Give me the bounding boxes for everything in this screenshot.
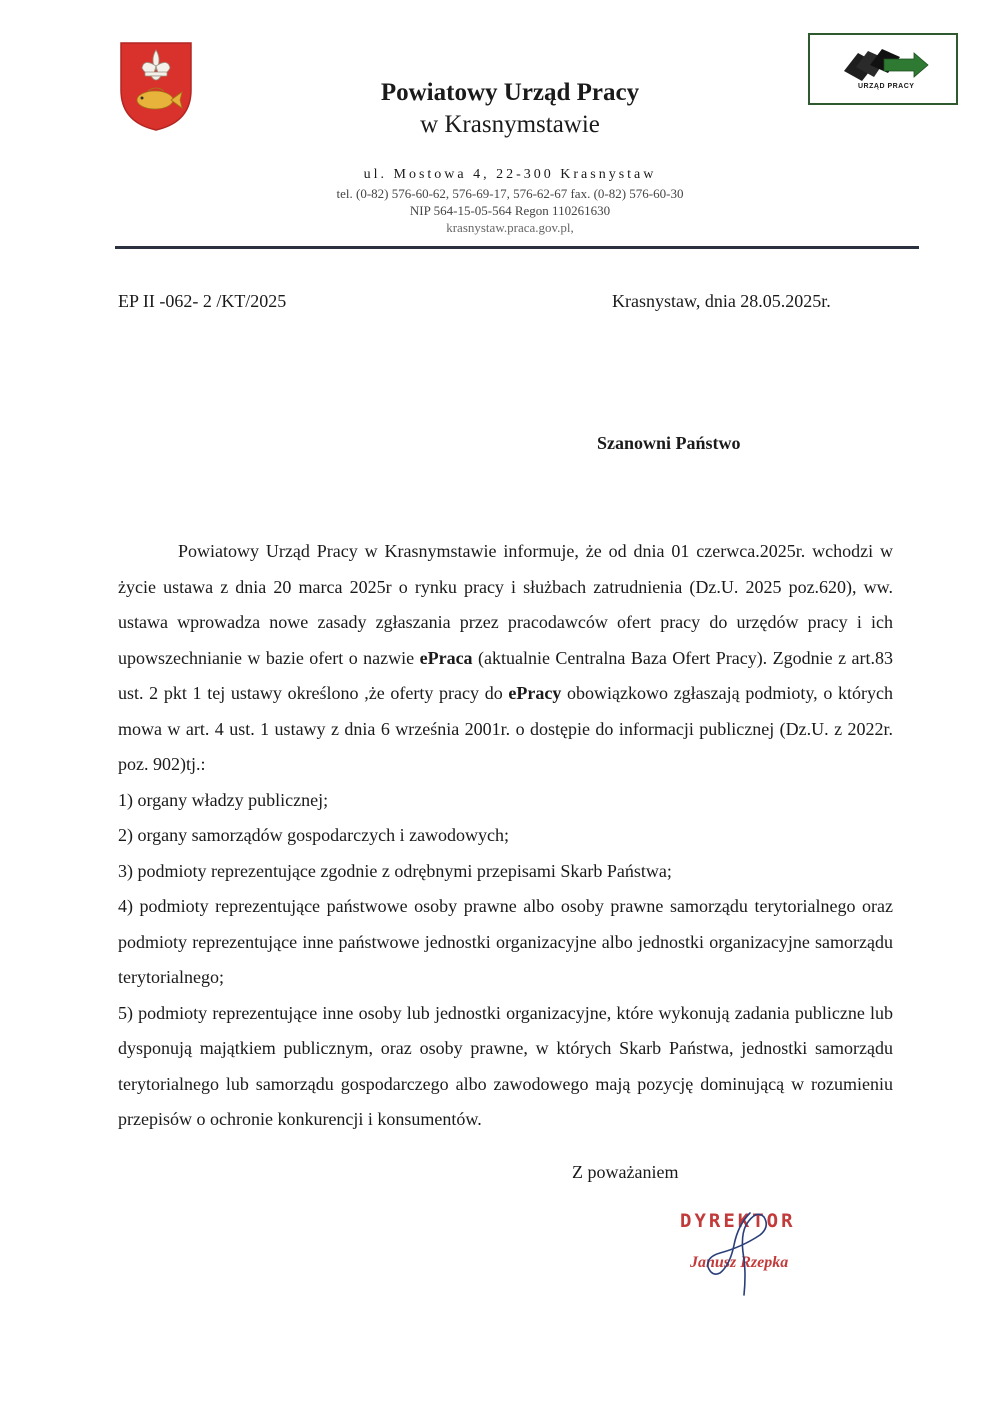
stamp-name: Janusz Rzepka	[690, 1254, 789, 1271]
epraca-term: ePraca	[419, 647, 473, 668]
logo-caption: URZĄD PRACY	[858, 83, 915, 90]
organization-name: Powiatowy Urząd Pracy	[380, 79, 640, 106]
paragraph-text: obowiązkowo zgłaszają podmioty, o których mowa w art. 4 ust. 1 ustawy z dnia 6 września 2001r. o dostępie do informacji publicznej (Dz.U. z 2022r. poz. 902)tj.:	[118, 683, 894, 774]
contact-line: tel. (0-82) 576-60-62, 576-69-17, 576-62-67 fax. (0-82) 576-60-30	[336, 186, 684, 201]
stamp-title: DYREKTOR	[680, 1210, 796, 1232]
list-item: 1) organy władzy publicznej;	[118, 789, 329, 810]
arrow-cards-icon	[810, 35, 956, 103]
paragraph-text: (aktualnie Centralna Baza Ofert Pracy). Zgodnie z art.83 ust. 2 pkt 1 tej ustawy określono ,że oferty pracy do	[118, 647, 894, 703]
paragraph-text: Powiatowy Urząd Pracy w Krasnymstawie informuje, że od dnia 01 czerwca.2025r. wchodzi w życie ustawa z dnia 20 marca 2025r o rynku pracy i służbach zatrudnienia (Dz.U. 2025 poz.620), ww. ustawa wprowadza nowe zasady zgłaszania przez pracodawców ofert pracy do urzędów pracy i ich upowszechnianie w bazie ofert o nazwie	[118, 541, 893, 668]
nip-regon-line: NIP 564-15-05-564 Regon 110261630	[409, 203, 611, 218]
list-item: 4) podmioty reprezentujące państwowe osoby prawne albo osoby prawne samorządu terytorialnego oraz podmioty reprezentujące inne państwowe jednostki organizacyjne albo jednostki organizacyjne samorządu terytorialnego;	[118, 896, 893, 987]
reference-number: EP II -062- 2 /KT/2025	[118, 291, 287, 311]
body-paragraph	[118, 534, 893, 783]
address-line: ul. Mostowa 4, 22-300 Krasnystaw	[363, 167, 657, 182]
closing-phrase: Z poważaniem	[572, 1162, 679, 1182]
coat-of-arms-emblem	[118, 40, 194, 132]
list-item: 3) podmioty reprezentujące zgodnie z odrębnymi przepisami Skarb Państwa;	[118, 860, 672, 881]
letter-body	[118, 534, 893, 1138]
website-line: krasnystaw.praca.gov.pl,	[446, 220, 574, 235]
handwritten-signature	[690, 1195, 810, 1305]
salutation: Szanowni Państwo	[597, 433, 741, 453]
urzad-pracy-logo	[808, 33, 958, 105]
list-item: 2) organy samorządów gospodarczych i zawodowych;	[118, 825, 510, 845]
header-divider	[115, 246, 919, 249]
epracy-term: ePracy	[508, 683, 562, 703]
letter-date: Krasnystaw, dnia 28.05.2025r.	[612, 291, 831, 311]
organization-city: w Krasnymstawie	[420, 111, 600, 138]
list-item: 5) podmioty reprezentujące inne osoby lub jednostki organizacyjne, które wykonują zadania publiczne lub dysponują majątkiem publicznym, oraz osoby prawne, w których Skarb Państwa, jednostki samorządu terytorialnego lub samorządu gospodarczego albo zawodowego mają pozycję dominującą w rozumieniu przepisów o ochronie konkurencji i konsumentów.	[118, 1002, 893, 1129]
